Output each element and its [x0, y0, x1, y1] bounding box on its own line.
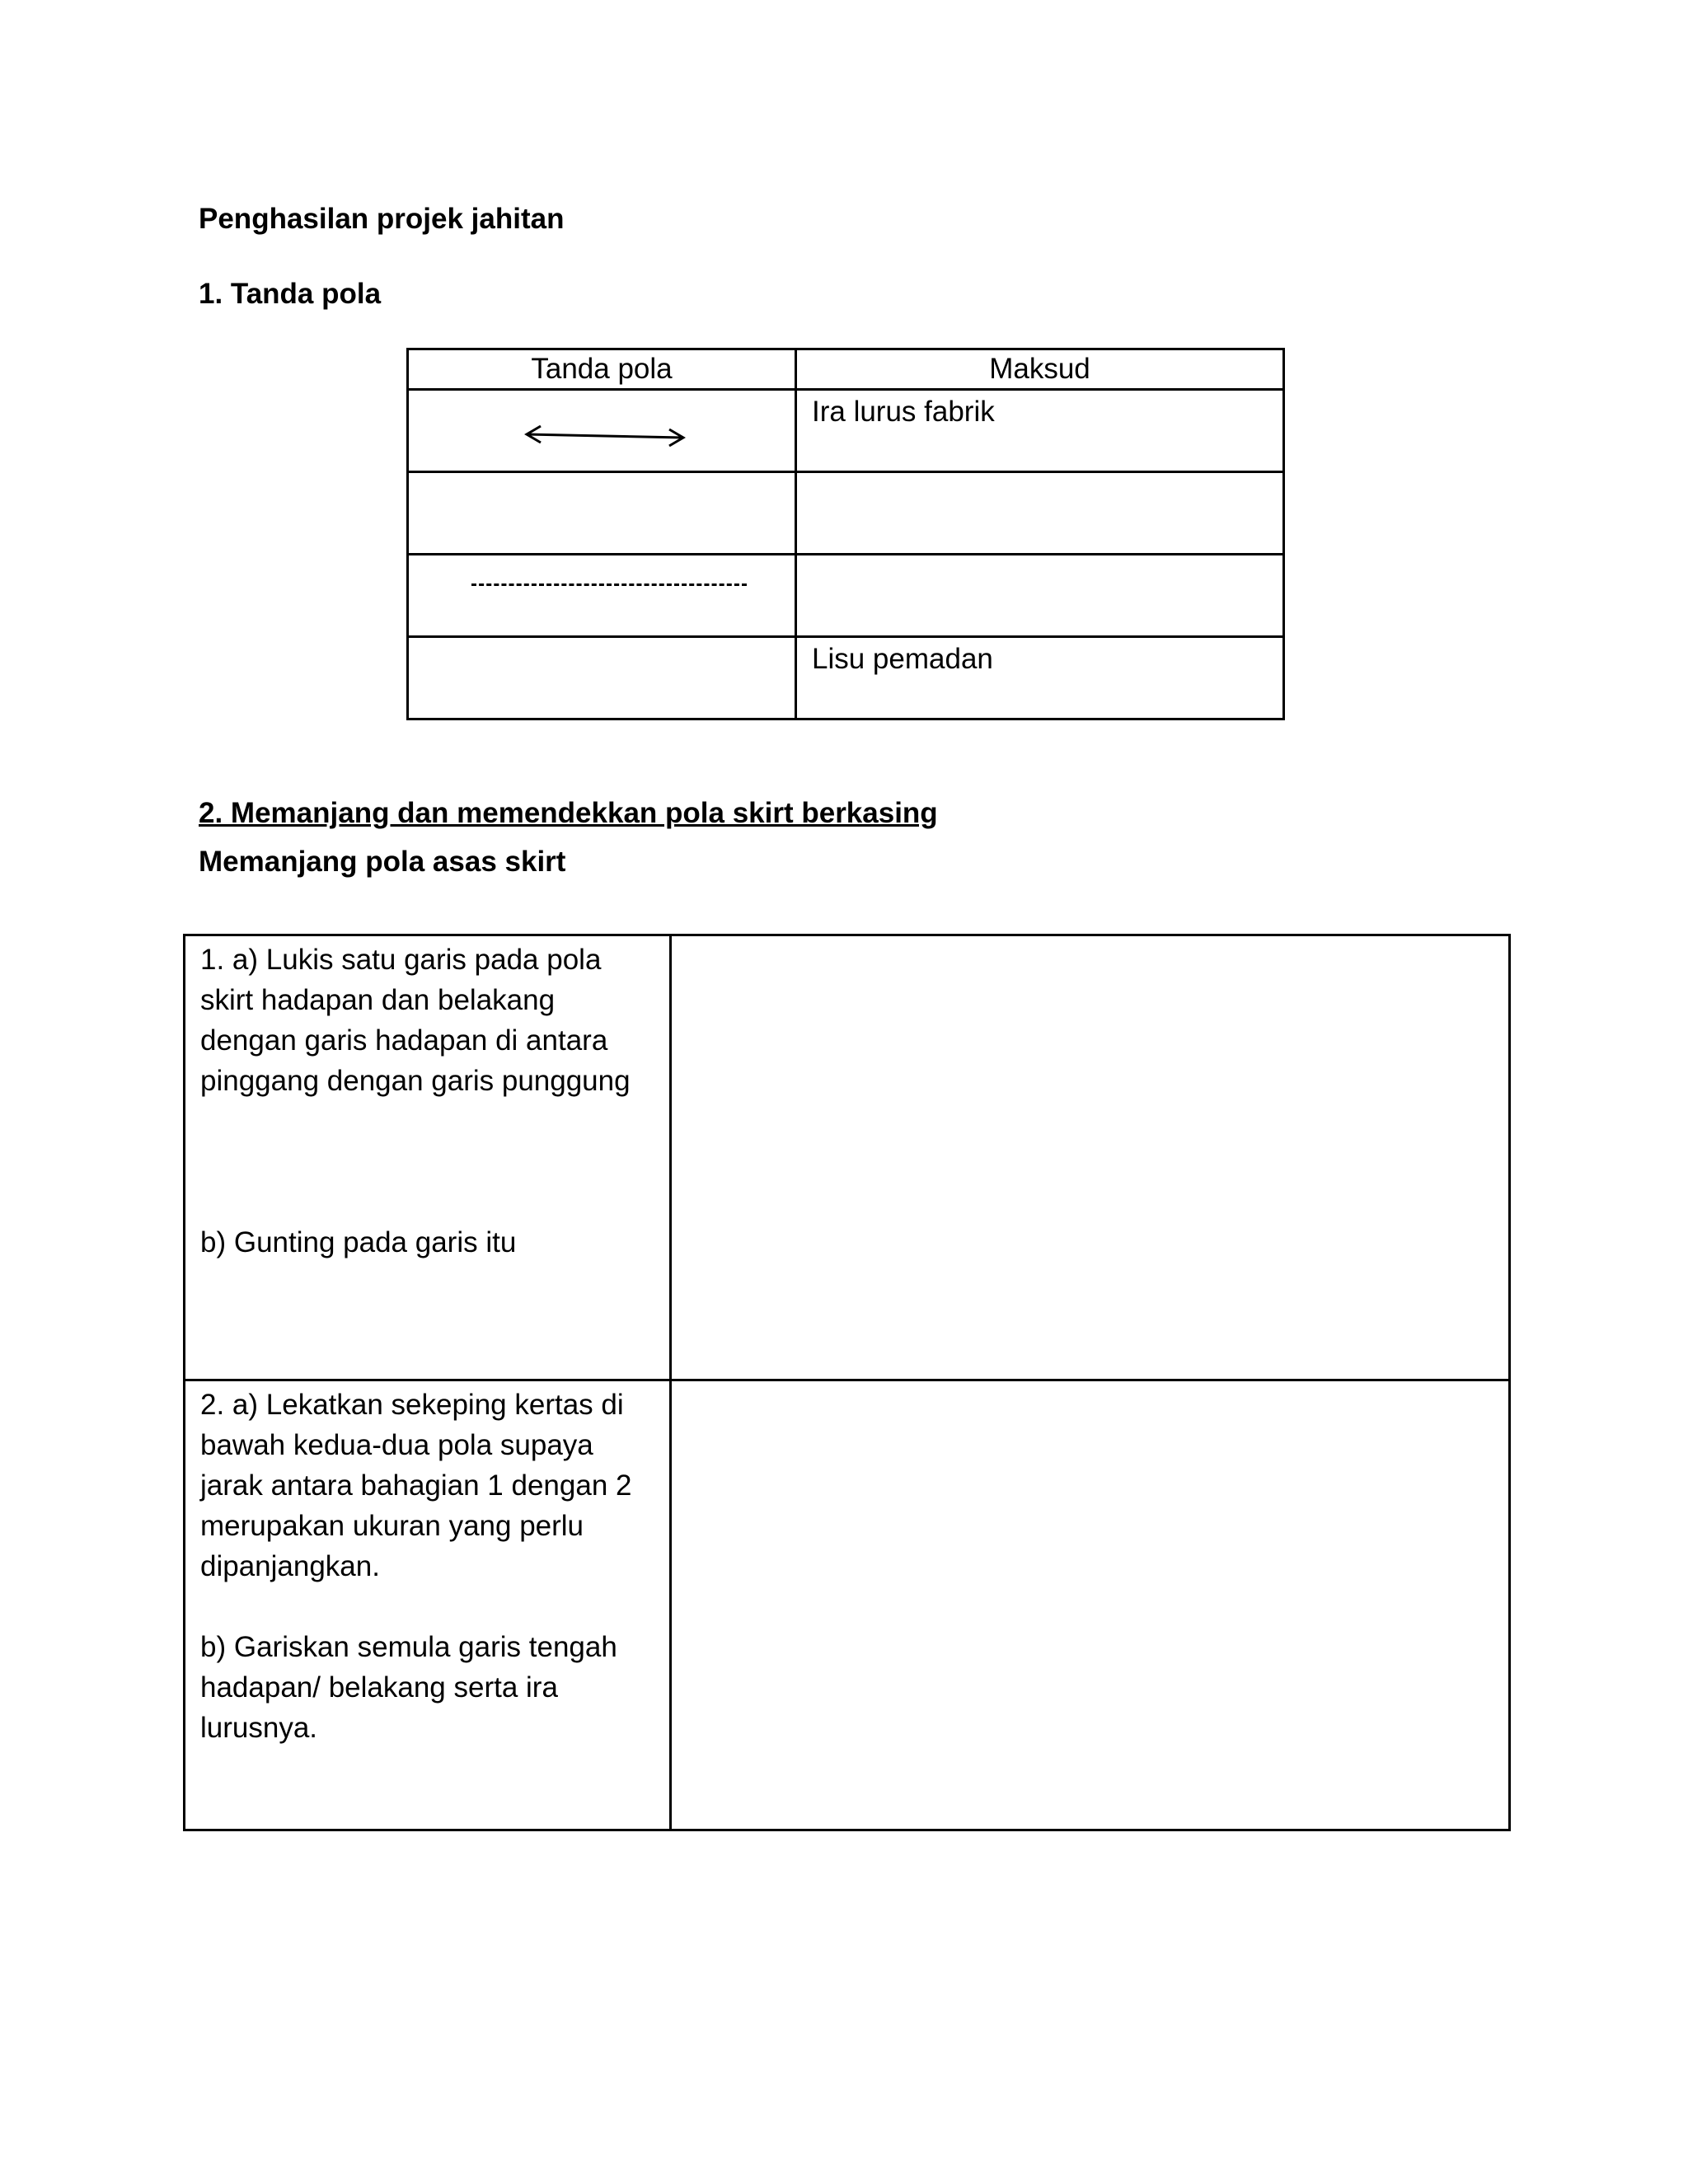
symbol-cell — [408, 555, 796, 637]
step-drawing-cell — [671, 1380, 1510, 1830]
meaning-cell: Ira lurus fabrik — [796, 390, 1284, 472]
header-maksud: Maksud — [796, 349, 1284, 390]
section-1-heading: 1. Tanda pola — [199, 278, 382, 310]
section-2-subheading: Memanjang pola asas skirt — [199, 846, 566, 878]
step-instruction-cell — [185, 1380, 671, 1830]
double-arrow-icon — [524, 424, 686, 448]
step-2b-text: b) Gariskan semula garis tengah hadapan/ belakang serta ira lurusnya. — [200, 1631, 617, 1744]
symbol-cell — [408, 472, 796, 555]
meaning-cell: Lisu pemadan — [796, 637, 1284, 719]
symbol-cell — [408, 390, 796, 472]
dashed-line-icon — [471, 583, 747, 586]
pattern-marks-table — [406, 348, 1285, 720]
table-row — [408, 637, 1284, 719]
table-row — [185, 1380, 1510, 1830]
step-drawing-cell — [671, 935, 1510, 1380]
steps-table — [183, 934, 1511, 1831]
step-2a-text: 2. a) Lekatkan sekeping kertas di bawah kedua-dua pola supaya jarak antara bahagian 1 dengan 2 merupakan ukuran yang perlu dipanjangkan. — [200, 1389, 632, 1582]
symbol-cell — [408, 637, 796, 719]
meaning-cell — [796, 472, 1284, 555]
header-tanda-pola: Tanda pola — [408, 349, 796, 390]
table-row — [408, 555, 1284, 637]
table-row — [185, 935, 1510, 1380]
table-header-row — [408, 349, 1284, 390]
table-row — [408, 390, 1284, 472]
table-row — [408, 472, 1284, 555]
step-1b-text: b) Gunting pada garis itu — [200, 1226, 517, 1258]
step-1a-text: 1. a) Lukis satu garis pada pola skirt hadapan dan belakang dengan garis hadapan di antara pinggang dengan garis punggung — [200, 944, 631, 1097]
section-2-heading: 2. Memanjang dan memendekkan pola skirt berkasing — [199, 797, 938, 829]
step-instruction-cell — [185, 935, 671, 1380]
page-title: Penghasilan projek jahitan — [199, 203, 565, 235]
meaning-cell — [796, 555, 1284, 637]
